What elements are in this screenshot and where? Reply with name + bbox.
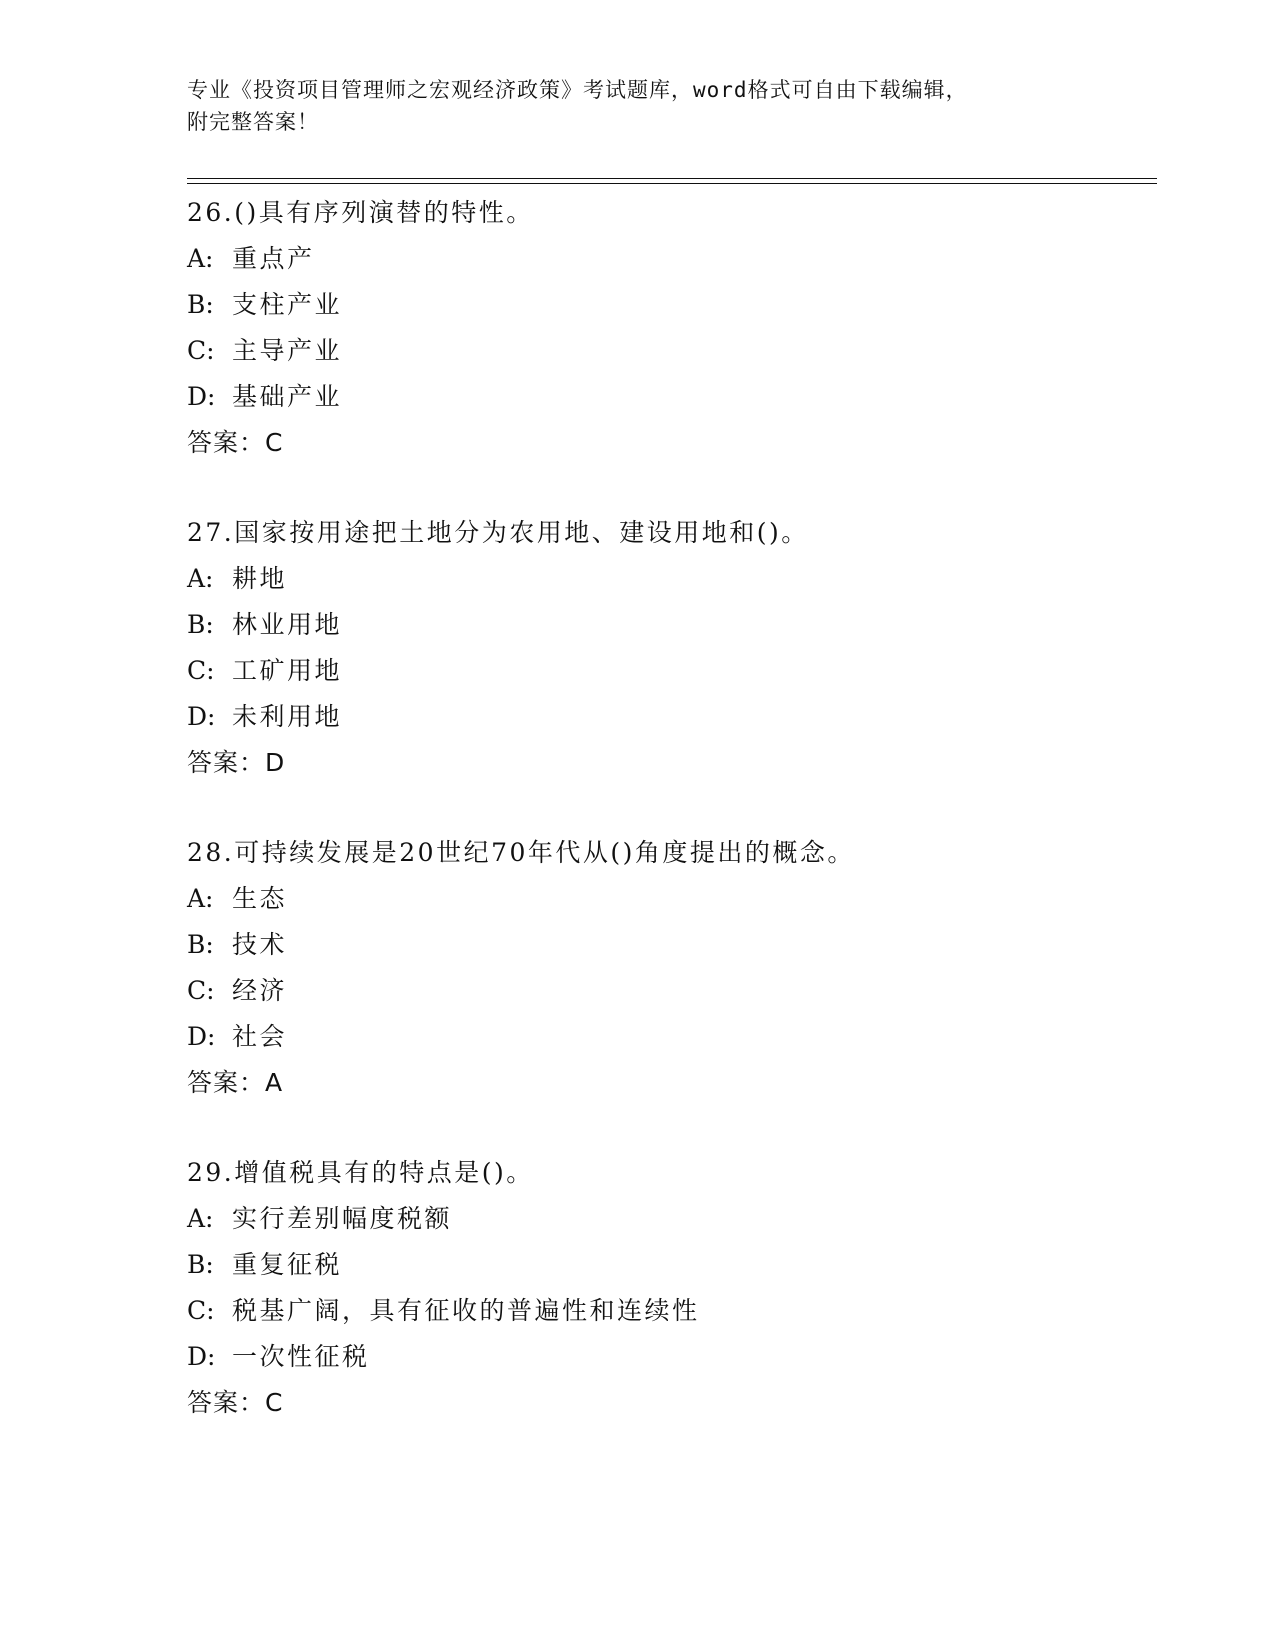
question-text: 26.()具有序列演替的特性。 [187, 198, 534, 227]
option-letter: C: [187, 656, 215, 685]
option-text: 重复征税 [232, 1250, 343, 1279]
option-letter: C: [187, 1296, 215, 1325]
option-text: 税基广阔，具有征收的普遍性和连续性 [232, 1296, 700, 1325]
option-text: 实行差别幅度税额 [232, 1204, 453, 1233]
option-text: 林业用地 [232, 610, 343, 639]
option-a [187, 1196, 1147, 1242]
option-a [187, 876, 1147, 922]
header-divider-top [187, 178, 1157, 179]
header-line-1: 专业《投资项目管理师之宏观经济政策》考试题库，word格式可自由下载编辑， [187, 78, 968, 102]
question-27 [187, 510, 1147, 786]
option-c [187, 648, 1147, 694]
option-letter: D: [187, 382, 216, 411]
option-letter: A: [187, 884, 214, 913]
option-letter: A: [187, 244, 214, 273]
question-28 [187, 830, 1147, 1106]
option-letter: B: [187, 1250, 214, 1279]
option-a [187, 236, 1147, 282]
option-letter: D: [187, 1342, 216, 1371]
option-letter: A: [187, 1204, 214, 1233]
option-b [187, 1242, 1147, 1288]
option-text: 经济 [232, 976, 288, 1005]
option-b [187, 922, 1147, 968]
question-26 [187, 190, 1147, 466]
answer-line: 答案：D [187, 748, 286, 777]
option-c [187, 328, 1147, 374]
header-line-2: 附完整答案！ [187, 110, 319, 134]
option-letter: A: [187, 564, 214, 593]
option-d [187, 1014, 1147, 1060]
option-letter: C: [187, 976, 215, 1005]
option-b [187, 602, 1147, 648]
option-d [187, 374, 1147, 420]
option-text: 生态 [232, 884, 288, 913]
option-d [187, 1334, 1147, 1380]
option-letter: D: [187, 1022, 216, 1051]
option-d [187, 694, 1147, 740]
option-letter: B: [187, 930, 214, 959]
option-text: 技术 [232, 930, 288, 959]
option-text: 主导产业 [232, 336, 343, 365]
option-letter: B: [187, 290, 214, 319]
question-text: 29.增值税具有的特点是()。 [187, 1158, 534, 1187]
option-text: 社会 [232, 1022, 288, 1051]
option-text: 重点产 [232, 244, 315, 273]
option-letter: B: [187, 610, 214, 639]
option-letter: C: [187, 336, 215, 365]
question-text: 28.可持续发展是20世纪70年代从()角度提出的概念。 [187, 838, 855, 867]
answer-line: 答案：C [187, 1388, 284, 1417]
option-text: 支柱产业 [232, 290, 343, 319]
option-a [187, 556, 1147, 602]
option-text: 基础产业 [232, 382, 343, 411]
document-header [187, 74, 1067, 138]
option-b [187, 282, 1147, 328]
option-text: 一次性征税 [232, 1342, 370, 1371]
option-text: 耕地 [232, 564, 288, 593]
header-divider-bottom [187, 183, 1157, 184]
answer-line: 答案：A [187, 1068, 284, 1097]
question-29 [187, 1150, 1147, 1426]
option-c [187, 1288, 1147, 1334]
option-c [187, 968, 1147, 1014]
question-text: 27.国家按用途把土地分为农用地、建设用地和()。 [187, 518, 809, 547]
option-text: 工矿用地 [232, 656, 343, 685]
option-letter: D: [187, 702, 216, 731]
answer-line: 答案：C [187, 428, 284, 457]
option-text: 未利用地 [232, 702, 343, 731]
